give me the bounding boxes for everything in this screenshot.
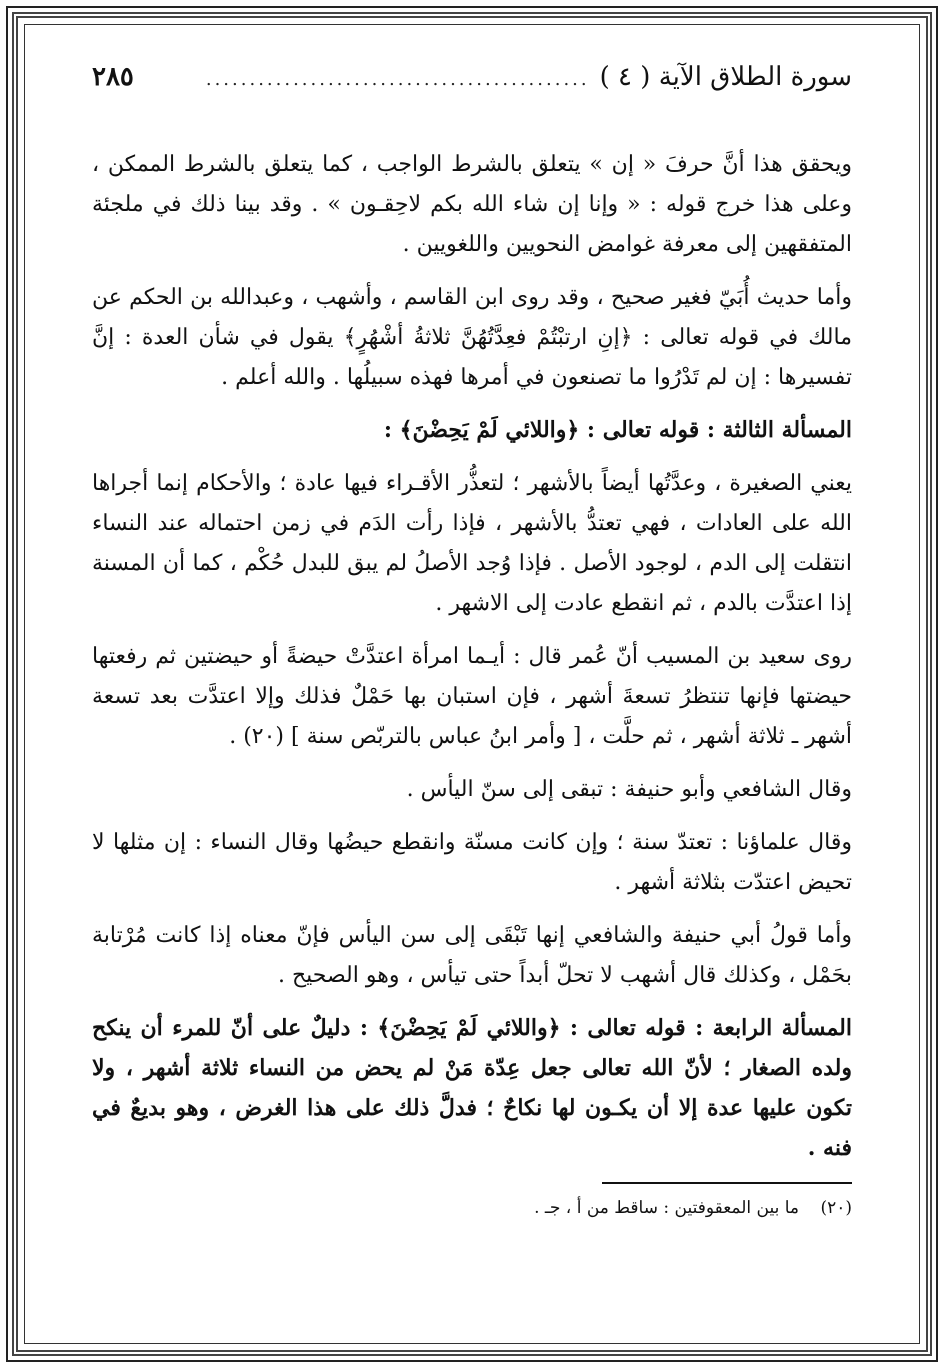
paragraph-7: وقال علماؤنا : تعتدّ سنة ؛ وإن كانت مسنّة وانقطع حيضُها وقال النساء : إن مثلها لا تحيض اعتدّت بثلاثة أشهر .	[92, 830, 852, 895]
page-content	[92, 62, 852, 1308]
paragraph-4: يعني الصغيرة ، وعدَّتُها أيضاً بالأشهر ؛ لتعذُّر الأقـراء فيها عادة ؛ والأحكام إنما أجراها الله على العادات ، فهي تعتدُّ بالأشهر ، فإذا رأت الدَم في زمن احتماله عند النساء انتقلت إلى الدم ، لوجود الأصل . فإذا وُجد الأصلُ لم يبق للبدل حُكْم ، كما أن المسنة إذا اعتدَّت بالدم ، ثم انقطع عادت إلى الاشهر .	[92, 471, 852, 616]
paragraph-9: المسألة الرابعة : قوله تعالى : ﴿واللائي لَمْ يَحِضْنَ﴾ : دليلٌ على أنّ للمرء أن ينكح ولده الصغار ؛ لأنّ الله تعالى جعل عِدّة مَنْ لم يحض من النساء ثلاثة أشهر ، ولا تكون عليها عدة إلا أن يكـون لها نكاحٌ ؛ فدلَّ ذلك على هذا الغرض ، وهو بديعٌ في فنه .	[92, 1015, 852, 1161]
paragraph-8: وأما قولُ أبي حنيفة والشافعي إنها تَبْقَى إلى سن اليأس فإنّ معناه إذا كانت مُرْتابة بحَمْل ، وكذلك قال أشهب لا تحلّ أبداً حتى تيأس ، وهو الصحيح .	[92, 923, 852, 988]
paragraph-5: روى سعيد بن المسيب أنّ عُمر قال : أيـما امرأة اعتدَّتْ حيضةً أو حيضتين ثم رفعتها حيضتها فإنها تنتظرُ تسعةَ أشهر ، فإن استبان بها حَمْلٌ فذلك وإلا اعتدَّت بعد تسعة أشهر ـ ثلاثة أشهر ، ثم حلَّت ، [ وأمر ابنُ عباس بالتربّص سنة ] (٢٠) .	[92, 644, 852, 749]
leader-dots: ............................................	[205, 69, 590, 90]
footnote-number: (٢٠)	[820, 1198, 852, 1218]
paragraph-2: وأما حديث أُبَيّ فغير صحيح ، وقد روى ابن القاسم ، وأشهب ، وعبدالله بن الحكم عن مالك في قوله تعالى : ﴿إنِ ارتبْتُمْ فعِدَّتُهُنَّ ثلاثةُ أشْهُرٍ﴾ يقول في شأن العدة : إنَّ تفسيرها : إن لم تَدْرُوا ما تصنعون في أمرها فهذه سبيلُها . والله أعلم .	[92, 285, 852, 390]
paragraph-1: ويحقق هذا أنَّ حرفَ « إن » يتعلق بالشرط الواجب ، كما يتعلق بالشرط الممكن ، وعلى هذا خرج قوله : « وإنا إن شاء الله بكم لاحِقـون » . وقد بينا ذلك في ملجئة المتفقهين إلى معرفة غوامض النحويين واللغويين .	[92, 152, 852, 257]
running-header	[92, 62, 852, 110]
footnote-separator	[602, 1182, 852, 1184]
section-heading-3: المسألة الثالثة : قوله تعالى : ﴿واللائي لَمْ يَحِضْنَ﴾ :	[383, 417, 852, 443]
paragraph-6: وقال الشافعي وأبو حنيفة : تبقى إلى سنّ اليأس .	[406, 777, 852, 802]
footnote	[92, 1194, 852, 1222]
surah-title: سورة الطلاق الآية ( ٤ )	[599, 62, 852, 92]
page-number: ٢٨٥	[92, 62, 134, 92]
footnote-text: ما بين المعقوفتين : ساقط من أ ، جـ .	[534, 1198, 800, 1218]
